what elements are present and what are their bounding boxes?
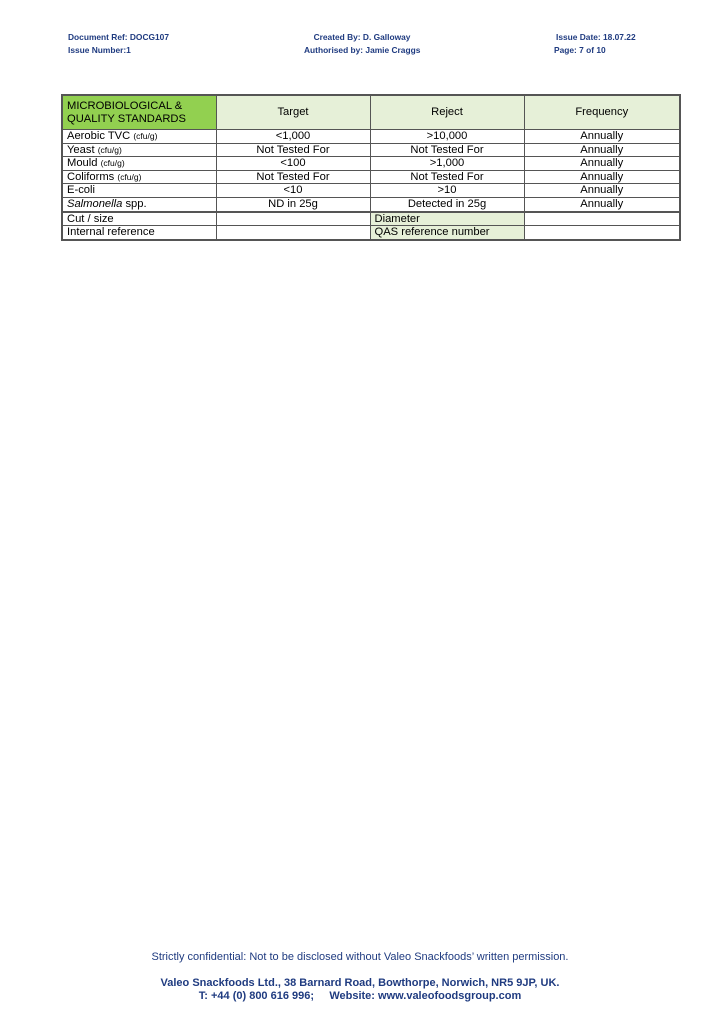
row-name-suffix: spp. [122,197,147,210]
row-target: ND in 25g [216,197,370,211]
table-title [62,95,216,130]
row-target: <10 [216,184,370,198]
col-reject-header: Reject [370,95,524,130]
qas-reference-label: QAS reference number [370,226,524,240]
table-row [62,170,680,184]
row-name: Yeast [67,143,95,156]
table-row [62,197,680,211]
table-title-line1: MICROBIOLOGICAL & [67,99,183,112]
row-name: E-coli [67,184,95,197]
company-contact: T: +44 (0) 800 616 996; Website: www.valeofoodsgroup.com [198,990,522,1002]
internal-reference-label: Internal reference [62,226,216,240]
row-frequency: Annually [524,143,680,157]
col-frequency-header: Frequency [524,95,680,130]
row-target: Not Tested For [216,143,370,157]
issue-date: Issue Date: 18.07.22 [556,32,636,42]
qas-reference-value [524,226,680,240]
row-name: Aerobic TVC [67,130,131,142]
header-left [68,31,169,57]
row-reject: Not Tested For [370,170,524,184]
row-reject: >10,000 [370,130,524,144]
row-frequency: Annually [524,157,680,171]
row-target: <100 [216,157,370,171]
doc-ref: Document Ref: DOCG107 [68,32,169,42]
row-target: Not Tested For [216,170,370,184]
row-reject: Not Tested For [370,143,524,157]
issue-number: Issue Number:1 [68,45,131,55]
table-row [62,184,680,198]
confidential-notice: Strictly confidential: Not to be disclosed without Valeo Snackfoods’ written permission. [151,951,569,963]
table-row [62,226,680,240]
cut-size-label: Cut / size [62,212,216,226]
page-number: Page: 7 of 10 [554,45,606,55]
authorised-by: Authorised by: Jamie Craggs [304,45,421,55]
row-frequency: Annually [524,184,680,198]
col-target-header: Target [216,95,370,130]
row-frequency: Annually [524,170,680,184]
microbiological-standards-table [61,94,681,241]
row-unit: (cfu/g) [133,131,158,141]
row-reject: >1,000 [370,157,524,171]
row-name: Coliforms [67,170,115,183]
table-row [62,130,680,144]
cut-size-value [216,212,370,226]
header-right [554,31,636,57]
diameter-value [524,212,680,226]
row-reject: Detected in 25g [370,197,524,211]
company-address: Valeo Snackfoods Ltd., 38 Barnard Road, Bowthorpe, Norwich, NR5 9JP, UK. [160,977,560,989]
table-row [62,143,680,157]
row-unit: (cfu/g) [97,144,122,155]
table-row [62,212,680,226]
header-center [304,31,420,57]
row-name: Salmonella [67,197,123,210]
created-by: Created By: D. Galloway [313,32,411,42]
table-title-line2: QUALITY STANDARDS [67,112,186,125]
diameter-label: Diameter [370,212,524,226]
internal-reference-value [216,226,370,240]
row-target: <1,000 [216,130,370,144]
row-frequency: Annually [524,130,680,144]
row-unit: (cfu/g) [100,158,125,169]
row-frequency: Annually [524,197,680,211]
row-reject: >10 [370,184,524,198]
row-unit: (cfu/g) [117,171,142,182]
table-row [62,157,680,171]
row-name: Mould [67,157,98,170]
table-header-row [62,95,680,130]
